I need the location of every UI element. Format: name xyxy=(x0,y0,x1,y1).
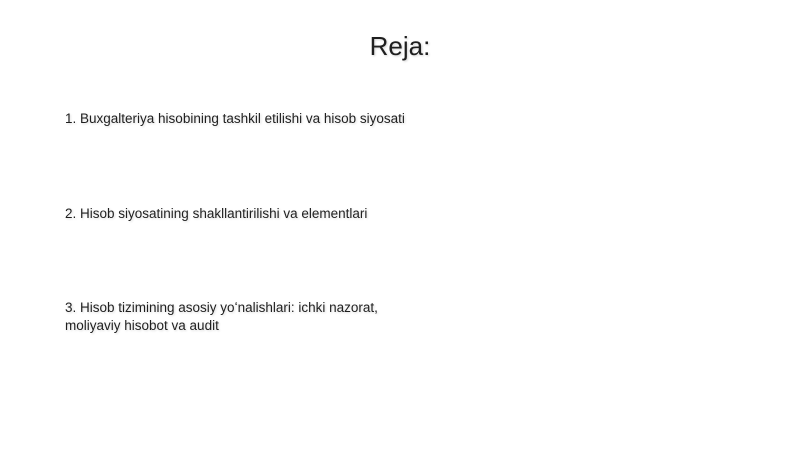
plan-item-2: 2. Hisob siyosatining shakllantirilishi va elementlari xyxy=(65,206,368,221)
plan-item-1: 1. Buxgalteriya hisobining tashkil etilishi va hisob siyosati xyxy=(65,111,405,126)
plan-item-3: 3. Hisob tizimining asosiy yoʻnalishlari: ichki nazorat, moliyaviy hisobot va audit xyxy=(65,300,378,333)
slide-title: Reja: xyxy=(369,31,431,61)
